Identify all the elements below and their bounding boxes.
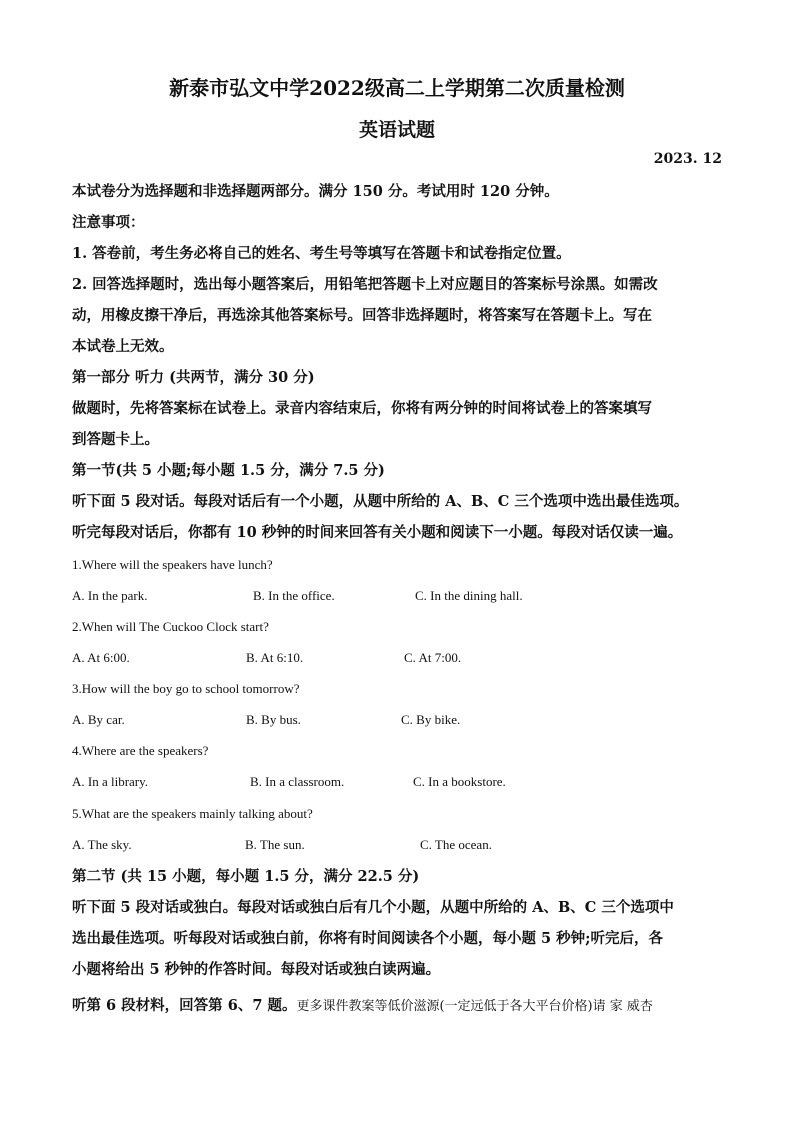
option-a: A. In the park. <box>72 588 148 603</box>
option-a: A. At 6:00. <box>72 650 130 665</box>
section2-instruction-line-3: 小题将给出 5 秒钟的作答时间。每段对话或独白读两遍。 <box>72 961 441 978</box>
part1-instruction-line-2: 到答题卡上。 <box>72 431 159 448</box>
option-c: C. In the dining hall. <box>415 588 523 603</box>
notice-item-1: 1. 答卷前，考生务必将自己的姓名、考生号等填写在答题卡和试卷指定位置。 <box>72 245 571 262</box>
question-stem: 5.What are the speakers mainly talking about? <box>72 806 313 821</box>
section1-instruction-line-2: 听完每段对话后，你都有 10 秒钟的时间来回答有关小题和阅读下一小题。每段对话仅读一遍。 <box>72 524 683 541</box>
question-stem: 2.When will The Cuckoo Clock start? <box>72 619 269 634</box>
notice-item-2-line-2: 动，用橡皮擦干净后，再选涂其他答案标号。回答非选择题时，将答案写在答题卡上。写在 <box>72 307 652 324</box>
part1-instruction-line-1: 做题时，先将答案标在试卷上。录音内容结束后，你将有两分钟的时间将试卷上的答案填写 <box>72 400 652 417</box>
intro-line: 本试卷分为选择题和非选择题两部分。满分 150 分。考试用时 120 分钟。 <box>72 183 559 200</box>
question-stem: 4.Where are the speakers? <box>72 743 209 758</box>
option-b: B. In the office. <box>253 588 335 603</box>
option-b: B. At 6:10. <box>246 650 304 665</box>
notice-heading: 注意事项： <box>72 214 145 231</box>
option-a: A. The sky. <box>72 837 132 852</box>
question-stem: 1.Where will the speakers have lunch? <box>72 557 273 572</box>
notice-item-2-line-3: 本试卷上无效。 <box>72 338 174 355</box>
section2-instruction-line-1: 听下面 5 段对话或独白。每段对话或独白后有几个小题，从题中所给的 A、B、C 三个选项中 <box>72 899 674 916</box>
option-c: C. The ocean. <box>420 837 492 852</box>
section1-instruction-line-1: 听下面 5 段对话。每段对话后有一个小题，从题中所给的 A、B、C 三个选项中选出最佳选项。 <box>72 493 689 510</box>
option-c: C. At 7:00. <box>404 650 462 665</box>
option-a: A. By car. <box>72 712 125 727</box>
section2-heading: 第二节 (共 15 小题，每小题 1.5 分，满分 22.5 分) <box>72 868 420 885</box>
option-b: B. By bus. <box>246 712 301 727</box>
option-c: C. By bike. <box>401 712 461 727</box>
option-a: A. In a library. <box>72 774 149 789</box>
exam-date: 2023. 12 <box>653 151 722 167</box>
option-b: B. The sun. <box>245 837 305 852</box>
section1-heading: 第一节(共 5 小题;每小题 1.5 分，满分 7.5 分) <box>72 462 385 479</box>
promo-text: 更多课件教案等低价滋源(一定远低于各大平台价格)请 家 威杏 <box>296 999 653 1014</box>
question-stem: 3.How will the boy go to school tomorrow? <box>72 681 300 696</box>
material-6-line <box>72 996 722 1017</box>
option-b: B. In a classroom. <box>250 774 345 789</box>
part1-heading: 第一部分 听力 (共两节，满分 30 分) <box>72 369 315 386</box>
exam-subtitle: 英语试题 <box>358 119 435 141</box>
option-c: C. In a bookstore. <box>413 774 506 789</box>
material-6-label: 听第 6 段材料，回答第 6、7 题。 <box>72 997 297 1014</box>
section2-instruction-line-2: 选出最佳选项。听每段对话或独白前，你将有时间阅读各个小题，每小题 5 秒钟;听完后，各 <box>72 930 664 947</box>
exam-title: 新泰市弘文中学2022级高二上学期第二次质量检测 <box>169 76 625 100</box>
notice-item-2-line-1: 2. 回答选择题时，选出每小题答案后，用铅笔把答题卡上对应题目的答案标号涂黑。如需改 <box>72 276 658 293</box>
